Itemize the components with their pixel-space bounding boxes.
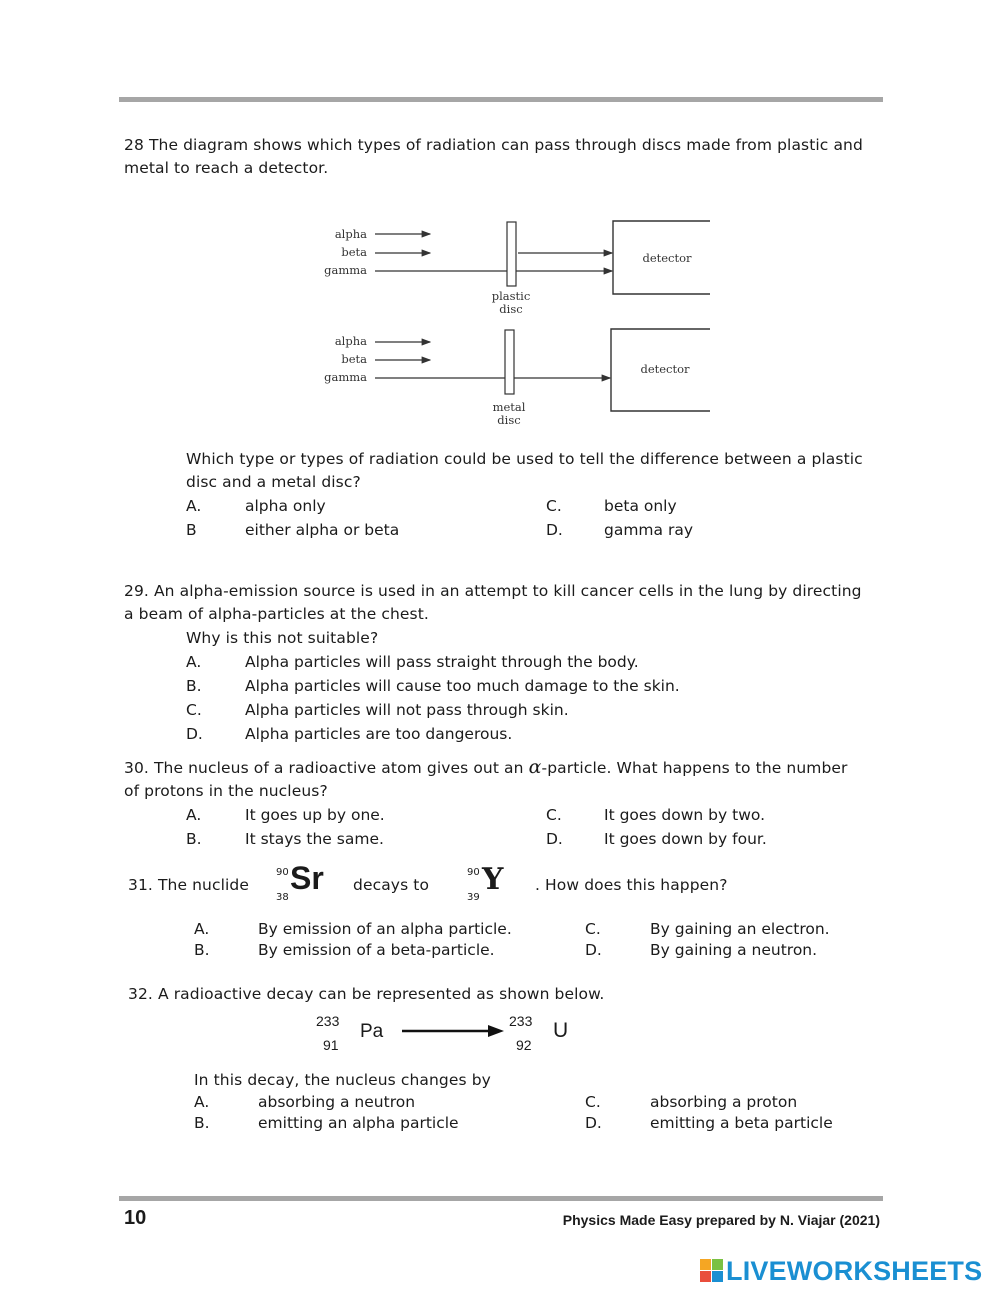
q28-option-a-letter: A. — [186, 497, 202, 515]
q30-stem — [124, 756, 864, 803]
q29-option-d[interactable]: Alpha particles are too dangerous. — [245, 725, 513, 743]
q31-suffix: . How does this happen? — [535, 876, 728, 894]
q31-option-d[interactable]: By gaining a neutron. — [650, 941, 818, 959]
q28-option-a[interactable]: alpha only — [245, 497, 326, 515]
sr-symbol: Sr — [290, 860, 324, 896]
q29-option-a[interactable]: Alpha particles will pass straight through the body. — [245, 653, 639, 671]
bottom-ray-label-gamma: gamma — [324, 370, 367, 384]
q32-option-b-letter: B. — [194, 1114, 210, 1132]
sr-atomic-number: 38 — [276, 892, 289, 903]
q32-option-a[interactable]: absorbing a neutron — [258, 1093, 416, 1111]
q28-option-d-letter: D. — [546, 521, 563, 539]
q31-option-a[interactable]: By emission of an alpha particle. — [258, 920, 512, 938]
q30-option-a-letter: A. — [186, 806, 202, 824]
q32-stem: 32. A radioactive decay can be represented as shown below. — [128, 985, 605, 1003]
q31-option-a-letter: A. — [194, 920, 210, 938]
bottom-detector-label: detector — [640, 362, 690, 376]
q32-option-d-letter: D. — [585, 1114, 602, 1132]
q29-option-b[interactable]: Alpha particles will cause too much damage to the skin. — [245, 677, 680, 695]
top-ray-label-beta: beta — [341, 245, 367, 259]
alpha-symbol: α — [528, 756, 542, 778]
top-detector-label: detector — [642, 251, 692, 265]
q30-option-c[interactable]: It goes down by two. — [604, 806, 766, 824]
u-mass-number: 233 — [509, 1013, 533, 1029]
pa-atomic-number: 91 — [323, 1037, 339, 1053]
decay-arrow — [400, 1023, 506, 1039]
q29-option-d-letter: D. — [186, 725, 203, 743]
q30-option-b-letter: B. — [186, 830, 202, 848]
q28-stem: 28 The diagram shows which types of radiation can pass through discs made from plastic and metal to reach a detector. — [124, 136, 863, 177]
q32-option-c-letter: C. — [585, 1093, 601, 1111]
q29-option-b-letter: B. — [186, 677, 202, 695]
liveworksheets-logo-text: LIVEWORKSHEETS — [726, 1255, 983, 1286]
q29-option-a-letter: A. — [186, 653, 202, 671]
top-divider — [119, 97, 883, 102]
q31-option-d-letter: D. — [585, 941, 602, 959]
q28-option-b-letter: B — [186, 521, 197, 539]
q31-middle: decays to — [353, 876, 430, 894]
q28-question: Which type or types of radiation could be used to tell the difference between a plastic disc and a metal disc? — [186, 450, 863, 491]
y-mass-number: 90 — [467, 867, 480, 878]
q28-option-b[interactable]: either alpha or beta — [245, 521, 400, 539]
q31-option-b-letter: B. — [194, 941, 210, 959]
metal-disc-label-2: disc — [497, 413, 521, 427]
q29-option-c-letter: C. — [186, 701, 202, 719]
q31-option-b[interactable]: By emission of a beta-particle. — [258, 941, 495, 959]
q32-option-d[interactable]: emitting a beta particle — [650, 1114, 833, 1132]
q30-option-d-letter: D. — [546, 830, 563, 848]
q29-question: Why is this not suitable? — [186, 629, 379, 647]
q32-option-c[interactable]: absorbing a proton — [650, 1093, 798, 1111]
y-atomic-number: 39 — [467, 892, 480, 903]
bottom-divider — [119, 1196, 883, 1201]
bottom-ray-label-beta: beta — [341, 352, 367, 366]
u-atomic-number: 92 — [516, 1037, 532, 1053]
liveworksheets-logo-icon — [700, 1259, 724, 1283]
sr-mass-number: 90 — [276, 867, 289, 878]
top-ray-label-gamma: gamma — [324, 263, 367, 277]
pa-symbol: Pa — [360, 1021, 384, 1042]
top-ray-label-alpha: alpha — [334, 227, 367, 241]
plastic-disc — [507, 222, 516, 286]
page-number: 10 — [124, 1207, 147, 1229]
metal-disc-label-1: metal — [492, 400, 526, 414]
q32-option-b[interactable]: emitting an alpha particle — [258, 1114, 459, 1132]
q31-option-c[interactable]: By gaining an electron. — [650, 920, 830, 938]
q28-option-c-letter: C. — [546, 497, 562, 515]
q32-option-a-letter: A. — [194, 1093, 210, 1111]
bottom-ray-label-alpha: alpha — [334, 334, 367, 348]
q28-radiation-diagram — [300, 205, 720, 440]
u-symbol: U — [553, 1019, 569, 1042]
footer-credit: Physics Made Easy prepared by N. Viajar (2021) — [562, 1212, 880, 1228]
q31-option-c-letter: C. — [585, 920, 601, 938]
metal-disc — [505, 330, 514, 394]
q29-option-c[interactable]: Alpha particles will not pass through skin. — [245, 701, 569, 719]
plastic-disc-label-2: disc — [499, 302, 523, 316]
q30-option-c-letter: C. — [546, 806, 562, 824]
q30-stem-after: -particle. What happens to the number of protons in the nucleus? — [124, 759, 848, 800]
q30-option-a[interactable]: It goes up by one. — [245, 806, 385, 824]
q30-stem-before: 30. The nucleus of a radioactive atom gives out an — [124, 759, 529, 777]
q30-option-d[interactable]: It goes down by four. — [604, 830, 767, 848]
liveworksheets-logo[interactable] — [700, 1257, 982, 1285]
q32-question: In this decay, the nucleus changes by — [194, 1071, 491, 1089]
q29-stem: 29. An alpha-emission source is used in an attempt to kill cancer cells in the lung by directing a beam of alpha-particles at the chest. — [124, 582, 862, 623]
plastic-disc-label-1: plastic — [491, 289, 531, 303]
pa-mass-number: 233 — [316, 1013, 340, 1029]
q28-option-d[interactable]: gamma ray — [604, 521, 694, 539]
q28-option-c[interactable]: beta only — [604, 497, 677, 515]
q31-prefix: 31. The nuclide — [128, 876, 249, 894]
y-symbol: Y — [482, 862, 504, 897]
q30-option-b[interactable]: It stays the same. — [245, 830, 384, 848]
